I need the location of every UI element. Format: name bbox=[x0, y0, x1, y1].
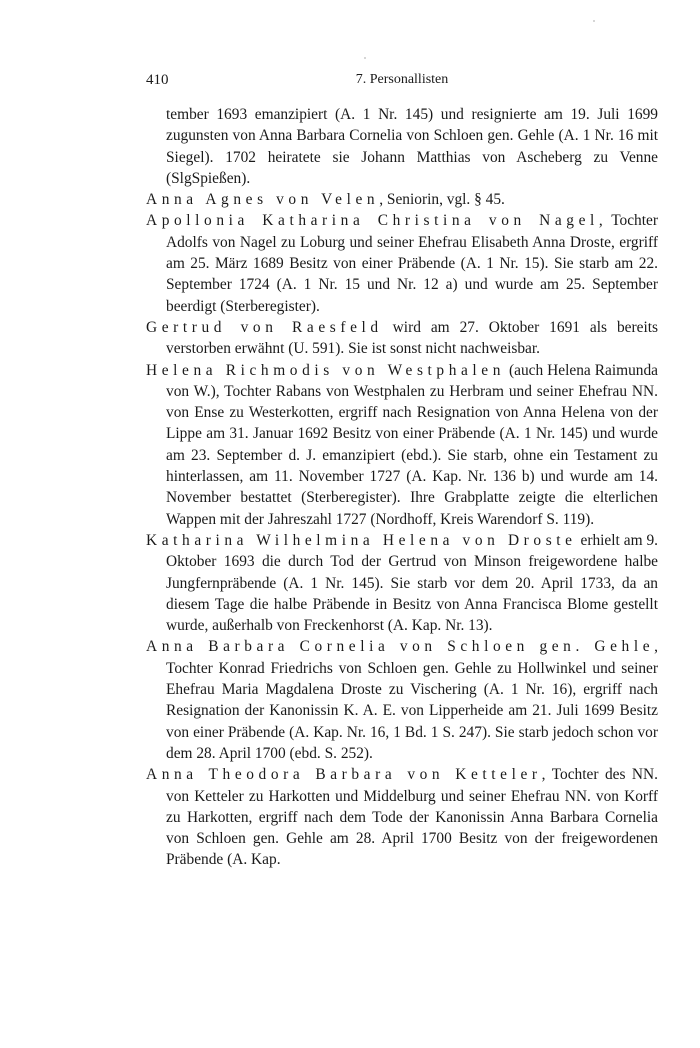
entry-text: , Tochter Adolfs von Nagel zu Loburg und seiner Ehefrau Elisabeth Anna Droste, ergriff am 25. März 1689 Besitz von einer Präbende (A. 1 Nr. 15). Sie starb am 22. September 1724 (A. 1 Nr. 15 und Nr. 12 a) und wurde am 25. September beerdigt (Sterberegister). bbox=[166, 212, 658, 315]
entry-ketteler bbox=[146, 764, 658, 870]
entry-raesfeld bbox=[146, 317, 658, 360]
entry-name: Anna Theodora Barbara von Ketteler bbox=[146, 766, 542, 784]
running-head: 7. Personallisten bbox=[355, 72, 449, 87]
scan-speck bbox=[364, 57, 366, 59]
entry-droste bbox=[146, 530, 658, 636]
entry-name: Anna Barbara Cornelia von Schloen gen. Gehle bbox=[146, 638, 655, 656]
page-header bbox=[146, 72, 658, 92]
entry-nagel bbox=[146, 210, 658, 316]
page-number: 410 bbox=[146, 72, 169, 88]
entry-text: wird am 27. Oktober 1691 als bereits verstorben erwähnt (U. 591). Sie ist sonst nicht nachweisbar. bbox=[166, 318, 658, 358]
entry-westphalen bbox=[146, 360, 658, 530]
entry-text: (auch Helena Raimunda von W.), Tochter Rabans von Westphalen zu Herbram und seiner Ehefrau NN. von Ense zu Westerkotten, ergriff nach Resignation von Anna Helena von der Lippe am 31. Januar 1692 Besitz von einer Präbende (A. 1 Nr. 145) und wurde am 23. September d. J. emanzipiert (ebd.). Sie starb, ohne ein Testament zu hinterlassen, am 11. November 1727 (A. Kap. Nr. 136 b) und wurde am 14. November bestattet (Sterberegister). Ihre Grabplatte zeigte die elterlichen Wappen mit der Jahreszahl 1727 (Nordhoff, Kreis Warendorf S. 119). bbox=[166, 361, 659, 528]
entry-text: tember 1693 emanzipiert (A. 1 Nr. 145) und resignierte am 19. Juli 1699 zugunsten von Anna Barbara Cornelia von Schloen gen. Gehle (A. 1 Nr. 16 mit Siegel). 1702 heiratete sie Johann Matthias von Ascheberg zu Venne (SlgSpießen). bbox=[166, 106, 658, 187]
entry-schloen bbox=[146, 636, 658, 764]
entry-continuation bbox=[146, 104, 658, 189]
entry-name: Apollonia Katharina Christina von Nagel bbox=[146, 212, 599, 230]
entry-text: erhielt am 9. Oktober 1693 die durch Tod der Gertrud von Minson freigewordene halbe Jungfernpräbende (A. 1 Nr. 145). Sie starb vor dem 20. April 1733, da an diesem Tage die halbe Präbende in Besitz von Anna Francisca Blome gestellt wurde, außerhalb von Freckenhorst (A. Kap. Nr. 13). bbox=[166, 531, 658, 635]
entry-name: Gertrud von Raesfeld bbox=[146, 318, 383, 336]
entry-name: Katharina Wilhelmina Helena von Droste bbox=[146, 531, 577, 549]
scan-speck bbox=[593, 20, 595, 22]
entry-text: , Tochter Konrad Friedrichs von Schloen gen. Gehle zu Hollwinkel und seiner Ehefrau Maria Magdalena Droste zu Vischering (A. 1 Nr. 16), ergriff nach Resignation der Kanonissin K. A. E. von Lipperheide am 21. Juli 1699 Besitz von einer Präbende (A. Kap. Nr. 16, 1 Bd. 1 S. 247). Sie starb jedoch schon vor dem 28. April 1700 (ebd. S. 252). bbox=[166, 638, 658, 762]
entry-velen bbox=[146, 189, 658, 210]
entry-text: , Tochter des NN. von Ketteler zu Harkotten und Middelburg und seiner Ehefrau NN. von Korff zu Harkotten, ergriff nach dem Tode der Kanonissin Anna Barbara Cornelia von Schloen gen. Gehle am 28. April 1700 Besitz von der freigewordenen Präbende (A. Kap. bbox=[166, 766, 658, 869]
entry-name: Anna Agnes von Velen bbox=[146, 191, 380, 209]
body-text bbox=[146, 104, 658, 871]
entry-name: Helena Richmodis von Westphalen bbox=[146, 361, 506, 379]
entry-text: , Seniorin, vgl. § 45. bbox=[379, 191, 505, 209]
